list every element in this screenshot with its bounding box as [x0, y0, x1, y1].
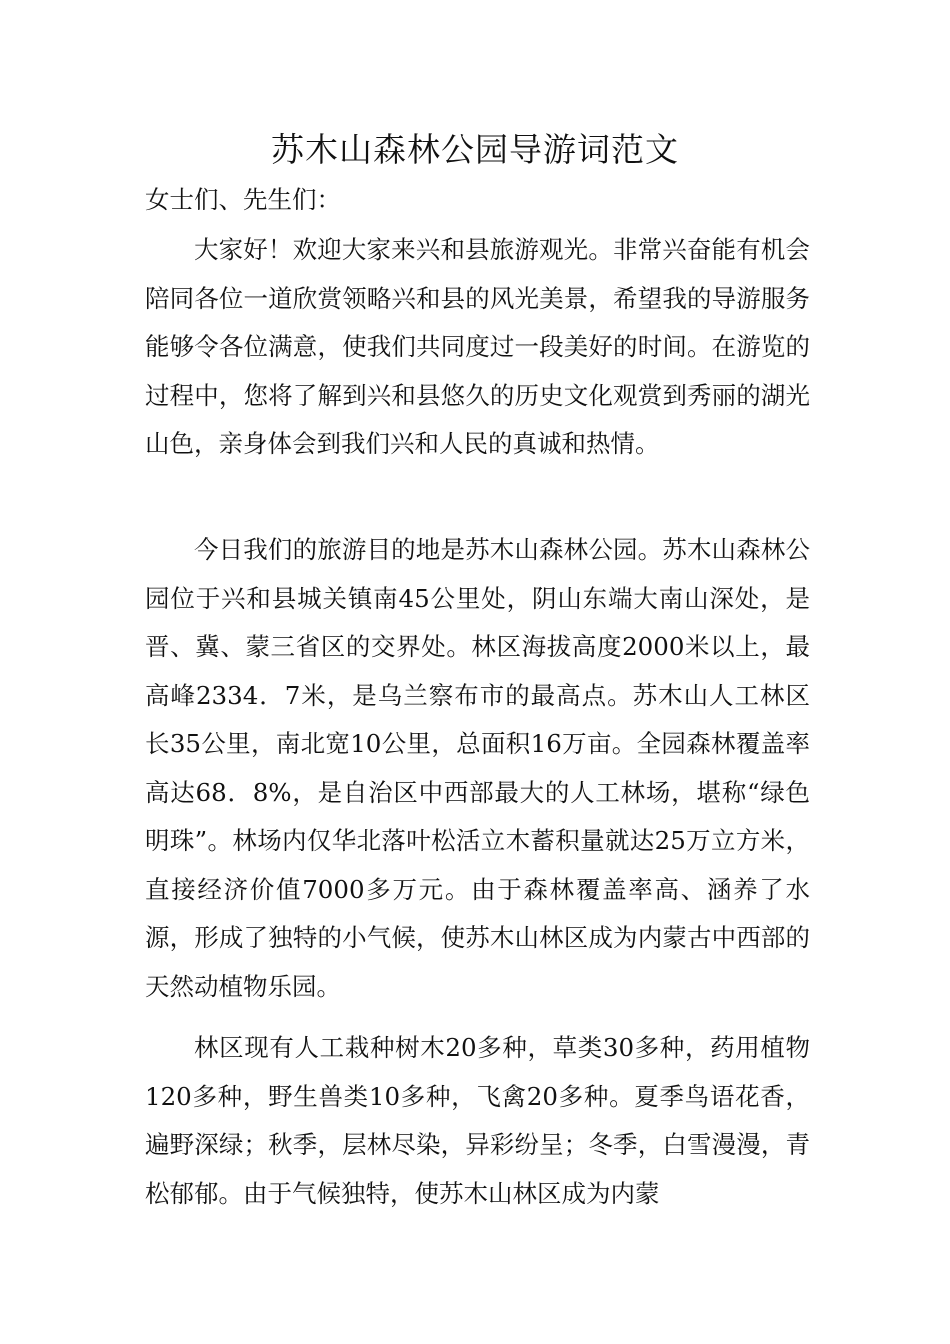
paragraph-welcome: 大家好！欢迎大家来兴和县旅游观光。非常兴奋能有机会陪同各位一道欣赏领略兴和县的风光美景，希望我的导游服务能够令各位满意，使我们共同度过一段美好的时间。在游览的过程中，您将了解到兴和县悠久的历史文化观赏到秀丽的湖光山色，亲身体会到我们兴和人民的真诚和热情。 [145, 235, 810, 458]
document-title: 苏木山森林公园导游词范文 [271, 130, 679, 169]
greeting-line: 女士们、先生们： [145, 185, 341, 214]
paragraph-park-overview: 今日我们的旅游目的地是苏木山森林公园。苏木山森林公园位于兴和县城关镇南45公里处，阴山东端大南山深处，是晋、冀、蒙三省区的交界处。林区海拔高度2000米以上，最高峰2334．7米，是乌兰察布市的最高点。苏木山人工林区长35公里，南北宽10公里，总面积16万亩。全园森林覆盖率高达68．8%，是自治区中西部最大的人工林场，堪称“绿色明珠”。林场内仅华北落叶松活立木蓄积量就达25万立方米，直接经济价值7000多万元。由于森林覆盖率高、涵养了水源，形成了独特的小气候，使苏木山林区成为内蒙古中西部的天然动植物乐园。 [145, 535, 810, 1001]
paragraph-flora-fauna: 林区现有人工栽种树木20多种，草类30多种，药用植物120多种，野生兽类10多种，飞禽20多种。夏季鸟语花香，遍野深绿；秋季，层林尽染，异彩纷呈；冬季，白雪漫漫，青松郁郁。由于气候独特，使苏木山林区成为内蒙 [145, 1033, 810, 1208]
